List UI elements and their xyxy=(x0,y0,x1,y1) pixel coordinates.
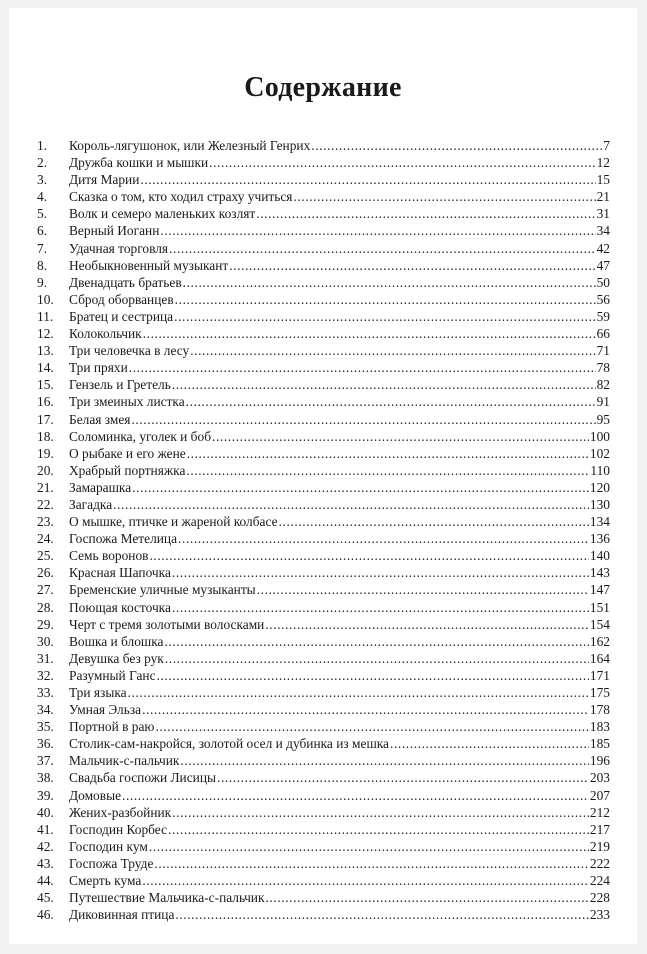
entry-number: 18. xyxy=(37,428,54,444)
entry-page-number: 110 xyxy=(590,462,610,478)
toc-entry xyxy=(37,496,610,513)
toc-entry xyxy=(37,804,610,821)
entry-number: 30. xyxy=(37,633,54,649)
dot-leader xyxy=(165,650,589,667)
entry-page-number: 15 xyxy=(596,172,610,188)
entry-title: Колокольчик xyxy=(69,326,142,342)
entry-number: 2. xyxy=(37,155,48,171)
entry-page-number: 140 xyxy=(589,548,610,564)
entry-number: 9. xyxy=(37,274,48,290)
entry-number: 21. xyxy=(37,479,54,495)
toc-entry xyxy=(37,513,610,530)
entry-number: 37. xyxy=(37,753,54,769)
entry-title: Братец и сестрица xyxy=(69,308,174,324)
entry-page-number: 203 xyxy=(589,770,610,786)
entry-page-number: 7 xyxy=(603,138,610,153)
table-of-contents xyxy=(37,137,610,923)
entry-page-number: 183 xyxy=(589,719,610,735)
dot-leader xyxy=(164,633,588,650)
toc-entry xyxy=(37,308,610,325)
entry-title: Мальчик-с-пальчик xyxy=(69,753,180,769)
entry-page-number: 31 xyxy=(596,206,610,222)
entry-page-number: 78 xyxy=(596,360,610,376)
dot-leader xyxy=(149,838,589,855)
entry-number: 36. xyxy=(37,736,54,752)
entry-number: 15. xyxy=(37,377,54,393)
toc-entry xyxy=(37,599,610,616)
toc-entry xyxy=(37,889,610,906)
entry-page-number: 66 xyxy=(596,326,610,342)
toc-entry xyxy=(37,342,610,359)
entry-number: 42. xyxy=(37,838,54,854)
toc-entry xyxy=(37,752,610,769)
dot-leader xyxy=(390,735,589,752)
book-page xyxy=(9,8,637,944)
entry-page-number: 185 xyxy=(589,736,610,752)
entry-page-number: 219 xyxy=(589,838,610,854)
dot-leader xyxy=(143,325,596,342)
entry-page-number: 207 xyxy=(589,787,610,803)
dot-leader xyxy=(157,667,589,684)
dot-leader xyxy=(172,804,589,821)
entry-page-number: 56 xyxy=(596,291,610,307)
entry-title: Три пряхи xyxy=(69,360,128,376)
entry-page-number: 175 xyxy=(589,685,610,700)
dot-leader xyxy=(168,821,589,838)
dot-leader xyxy=(155,718,588,735)
toc-entry xyxy=(37,735,610,752)
entry-page-number: 164 xyxy=(589,650,610,666)
entry-title: Три человечка в лесу xyxy=(69,343,190,359)
entry-page-number: 42 xyxy=(596,240,610,256)
entry-number: 31. xyxy=(37,650,54,666)
entry-page-number: 217 xyxy=(589,821,610,837)
entry-page-number: 171 xyxy=(589,667,610,683)
toc-entry xyxy=(37,701,610,718)
entry-title: Свадьба госпожи Лисицы xyxy=(69,770,216,786)
toc-entry xyxy=(37,564,610,581)
dot-leader xyxy=(174,308,595,325)
dot-leader xyxy=(256,205,595,222)
dot-leader xyxy=(154,855,589,872)
entry-title: О мышке, птичке и жареной колбасе xyxy=(69,514,278,530)
dot-leader xyxy=(175,291,596,308)
entry-title: Черт с тремя золотыми волосками xyxy=(69,616,265,632)
entry-title: Три змеиных листка xyxy=(69,394,185,410)
dot-leader xyxy=(257,581,589,598)
toc-entry xyxy=(37,547,610,564)
entry-number: 25. xyxy=(37,548,54,564)
entry-number: 34. xyxy=(37,702,54,718)
entry-number: 7. xyxy=(37,240,48,256)
entry-title: Сказка о том, кто ходил страху учиться xyxy=(69,189,293,205)
entry-page-number: 178 xyxy=(589,702,610,718)
dot-leader xyxy=(169,240,596,257)
entry-title: Бременские уличные музыканты xyxy=(69,582,256,598)
entry-number: 38. xyxy=(37,770,54,786)
entry-number: 40. xyxy=(37,804,54,820)
entry-number: 45. xyxy=(37,890,54,906)
toc-entry xyxy=(37,325,610,342)
entry-title: Семь воронов xyxy=(69,548,149,564)
entry-page-number: 91 xyxy=(596,394,610,410)
entry-title: Верный Иоганн xyxy=(69,223,160,239)
toc-entry xyxy=(37,872,610,889)
toc-entry xyxy=(37,359,610,376)
entry-title: Жених-разбойник xyxy=(69,804,172,820)
toc-entry xyxy=(37,530,610,547)
entry-title: Господин Корбес xyxy=(69,821,168,837)
entry-title: Девушка без рук xyxy=(69,650,164,666)
entry-number: 27. xyxy=(37,582,54,598)
dot-leader xyxy=(279,513,589,530)
entry-number: 26. xyxy=(37,565,54,581)
entry-page-number: 59 xyxy=(596,308,610,324)
entry-number: 22. xyxy=(37,496,54,512)
entry-title: Разумный Ганс xyxy=(69,667,156,683)
dot-leader xyxy=(128,684,589,701)
entry-number: 33. xyxy=(37,685,54,700)
entry-title: Храбрый портняжка xyxy=(69,462,186,478)
toc-entry xyxy=(37,633,610,650)
dot-leader xyxy=(186,393,596,410)
entry-number: 5. xyxy=(37,206,48,222)
dot-leader xyxy=(311,137,602,154)
dot-leader xyxy=(142,701,589,718)
entry-title: О рыбаке и его жене xyxy=(69,445,186,461)
entry-number: 19. xyxy=(37,445,54,461)
entry-title: Соломинка, уголек и боб xyxy=(69,428,212,444)
entry-page-number: 47 xyxy=(596,257,610,273)
toc-entry xyxy=(37,411,610,428)
toc-entry xyxy=(37,821,610,838)
entry-title: Двенадцать братьев xyxy=(69,274,182,290)
dot-leader xyxy=(186,462,589,479)
toc-entry xyxy=(37,769,610,786)
entry-page-number: 143 xyxy=(589,565,610,581)
entry-title: Красная Шапочка xyxy=(69,565,171,581)
entry-number: 13. xyxy=(37,343,54,359)
dot-leader xyxy=(265,616,589,633)
entry-title: Госпожа Метелица xyxy=(69,531,178,547)
dot-leader xyxy=(131,411,595,428)
entry-number: 10. xyxy=(37,291,54,307)
entry-number: 41. xyxy=(37,821,54,837)
entry-page-number: 233 xyxy=(589,907,610,923)
entry-number: 17. xyxy=(37,411,54,427)
entry-page-number: 12 xyxy=(596,155,610,171)
entry-number: 23. xyxy=(37,514,54,530)
toc-entry xyxy=(37,855,610,872)
toc-entry xyxy=(37,838,610,855)
entry-page-number: 212 xyxy=(589,804,610,820)
entry-page-number: 224 xyxy=(589,873,610,889)
entry-page-number: 130 xyxy=(589,496,610,512)
entry-title: Портной в раю xyxy=(69,719,155,735)
entry-title: Необыкновенный музыкант xyxy=(69,257,229,273)
toc-entry xyxy=(37,137,610,154)
toc-entry xyxy=(37,188,610,205)
toc-entry xyxy=(37,171,610,188)
toc-entry xyxy=(37,479,610,496)
entry-page-number: 95 xyxy=(596,411,610,427)
dot-leader xyxy=(229,257,595,274)
entry-number: 16. xyxy=(37,394,54,410)
toc-entry xyxy=(37,274,610,291)
dot-leader xyxy=(178,530,589,547)
entry-number: 20. xyxy=(37,462,54,478)
entry-page-number: 134 xyxy=(589,514,610,530)
entry-number: 29. xyxy=(37,616,54,632)
toc-entry xyxy=(37,650,610,667)
entry-number: 8. xyxy=(37,257,48,273)
entry-number: 28. xyxy=(37,599,54,615)
dot-leader xyxy=(122,787,589,804)
dot-leader xyxy=(149,547,588,564)
page-title: Содержание xyxy=(244,72,402,103)
entry-page-number: 120 xyxy=(589,479,610,495)
entry-title: Гензель и Гретель xyxy=(69,377,171,393)
entry-page-number: 222 xyxy=(589,855,610,871)
dot-leader xyxy=(265,889,588,906)
entry-number: 43. xyxy=(37,855,54,871)
entry-page-number: 136 xyxy=(589,531,610,547)
toc-entry xyxy=(37,616,610,633)
toc-entry xyxy=(37,581,610,598)
entry-page-number: 151 xyxy=(589,599,610,615)
entry-title: Король-лягушонок, или Железный Генрих xyxy=(69,138,311,153)
dot-leader xyxy=(180,752,589,769)
toc-entry xyxy=(37,906,610,923)
entry-number: 32. xyxy=(37,667,54,683)
dot-leader xyxy=(172,599,589,616)
dot-leader xyxy=(132,479,589,496)
entry-title: Волк и семеро маленьких козлят xyxy=(69,206,256,222)
dot-leader xyxy=(113,496,589,513)
entry-title: Госпожа Труде xyxy=(69,855,154,871)
entry-page-number: 162 xyxy=(589,633,610,649)
entry-number: 1. xyxy=(37,138,48,153)
entry-title: Три языка xyxy=(69,685,127,700)
entry-title: Удачная торговля xyxy=(69,240,169,256)
entry-page-number: 196 xyxy=(589,753,610,769)
dot-leader xyxy=(212,428,589,445)
dot-leader xyxy=(293,188,595,205)
toc-entry xyxy=(37,428,610,445)
entry-page-number: 100 xyxy=(589,428,610,444)
entry-number: 39. xyxy=(37,787,54,803)
entry-title: Дитя Марии xyxy=(69,172,140,188)
entry-title: Поющая косточка xyxy=(69,599,171,615)
entry-page-number: 50 xyxy=(596,274,610,290)
toc-entry xyxy=(37,240,610,257)
entry-page-number: 82 xyxy=(596,377,610,393)
entry-number: 4. xyxy=(37,189,48,205)
entry-page-number: 154 xyxy=(589,616,610,632)
dot-leader xyxy=(129,359,596,376)
entry-number: 3. xyxy=(37,172,48,188)
toc-entry xyxy=(37,154,610,171)
entry-title: Вошка и блошка xyxy=(69,633,164,649)
entry-title: Сброд оборванцев xyxy=(69,291,174,307)
entry-title: Путешествие Мальчика-с-пальчик xyxy=(69,890,265,906)
dot-leader xyxy=(140,171,595,188)
entry-title: Белая змея xyxy=(69,411,131,427)
toc-entry xyxy=(37,462,610,479)
toc-entry xyxy=(37,205,610,222)
entry-number: 14. xyxy=(37,360,54,376)
entry-title: Смерть кума xyxy=(69,873,142,889)
entry-number: 6. xyxy=(37,223,48,239)
toc-entry xyxy=(37,667,610,684)
entry-title: Загадка xyxy=(69,496,113,512)
entry-title: Умная Эльза xyxy=(69,702,142,718)
entry-page-number: 71 xyxy=(596,343,610,359)
entry-page-number: 34 xyxy=(596,223,610,239)
toc-entry xyxy=(37,376,610,393)
dot-leader xyxy=(172,564,589,581)
entry-page-number: 21 xyxy=(596,189,610,205)
entry-number: 44. xyxy=(37,873,54,889)
dot-leader xyxy=(190,342,595,359)
entry-number: 11. xyxy=(37,308,54,324)
toc-entry xyxy=(37,787,610,804)
dot-leader xyxy=(160,222,595,239)
dot-leader xyxy=(209,154,595,171)
toc-entry xyxy=(37,257,610,274)
dot-leader xyxy=(175,906,589,923)
dot-leader xyxy=(183,274,596,291)
toc-entry xyxy=(37,393,610,410)
entry-number: 35. xyxy=(37,719,54,735)
entry-page-number: 102 xyxy=(589,445,610,461)
dot-leader xyxy=(187,445,589,462)
dot-leader xyxy=(217,769,589,786)
dot-leader xyxy=(142,872,589,889)
toc-entry xyxy=(37,222,610,239)
entry-title: Домовые xyxy=(69,787,122,803)
entry-title: Диковинная птица xyxy=(69,907,175,923)
entry-page-number: 228 xyxy=(589,890,610,906)
toc-entry xyxy=(37,445,610,462)
entry-number: 46. xyxy=(37,907,54,923)
entry-page-number: 147 xyxy=(589,582,610,598)
entry-number: 12. xyxy=(37,326,54,342)
dot-leader xyxy=(172,376,596,393)
toc-entry xyxy=(37,291,610,308)
entry-title: Столик-сам-накройся, золотой осел и дубинка из мешка xyxy=(69,736,390,752)
entry-title: Замарашка xyxy=(69,479,132,495)
entry-title: Дружба кошки и мышки xyxy=(69,155,209,171)
entry-title: Господин кум xyxy=(69,838,148,854)
entry-number: 24. xyxy=(37,531,54,547)
toc-entry xyxy=(37,684,610,701)
toc-entry xyxy=(37,718,610,735)
